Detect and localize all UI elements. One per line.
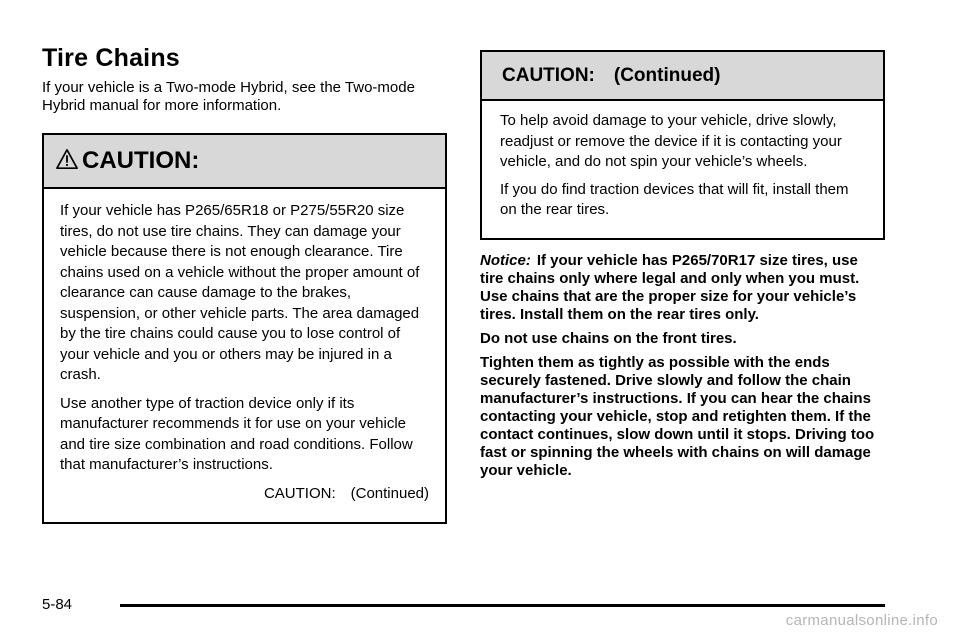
- notice-block: [480, 252, 885, 480]
- caution-body: [44, 189, 445, 522]
- notice-label: Notice:: [480, 251, 531, 269]
- caution-continued-header: CAUTION: (Continued): [482, 52, 883, 101]
- right-column: [480, 50, 885, 486]
- page-title: Tire Chains: [42, 44, 180, 72]
- caution-continued-paragraph: To help avoid damage to your vehicle, drive slowly, readjust or remove the device if it is contacting your vehicle, and do not spin your vehicle’s wheels.: [500, 112, 842, 170]
- notice-paragraph: [480, 252, 885, 324]
- left-column: [42, 44, 447, 524]
- caution-title: CAUTION:: [82, 147, 200, 174]
- notice-text: If your vehicle has P265/70R17 size tires, use tire chains only where legal and only when you must. Use chains that are the proper size for your vehicle’s tires. Install them on the rear tires only.: [480, 251, 860, 323]
- warning-triangle-icon: [56, 148, 78, 170]
- notice-paragraph: Tighten them as tightly as possible with the ends securely fastened. Drive slowly and follow the chain manufacturer’s instructions. If you can hear the chains contacting your vehicle, stop and retighten them. If the contact continues, slow down until it stops. Driving too fast or spinning the wheels with chains on will damage your vehicle.: [480, 353, 875, 479]
- watermark: carmanualsonline.info: [785, 612, 938, 629]
- caution-continued-body: [482, 101, 883, 238]
- caution-paragraph: Use another type of traction device only if its manufacturer recommends it for use on your vehicle and tire size combination and road conditions. Follow that manufacturer’s instructions.: [60, 394, 413, 473]
- caution-continued-paragraph: If you do find traction devices that will fit, install them on the rear tires.: [500, 180, 849, 218]
- caution-box: [42, 133, 447, 524]
- caution-header: [44, 135, 445, 189]
- notice-paragraph: Do not use chains on the front tires.: [480, 329, 737, 347]
- caution-continued-label: CAUTION: (Continued): [263, 484, 429, 502]
- footer-rule: [120, 604, 885, 607]
- intro-text: If your vehicle is a Two-mode Hybrid, see the Two-mode Hybrid manual for more information.: [42, 79, 415, 114]
- page-number: 5-84: [42, 596, 73, 613]
- caution-paragraph: If your vehicle has P265/65R18 or P275/55R20 size tires, do not use tire chains. They can damage your vehicle because there is not enough clearance. Tire chains used on a vehicle without the proper amount of clearance can cause damage to the brakes, suspension, or other vehicle parts. The area damaged by the tire chains could cause you to lose control of your vehicle and you or others may be injured in a crash.: [60, 202, 420, 383]
- caution-continued-box: [480, 50, 885, 240]
